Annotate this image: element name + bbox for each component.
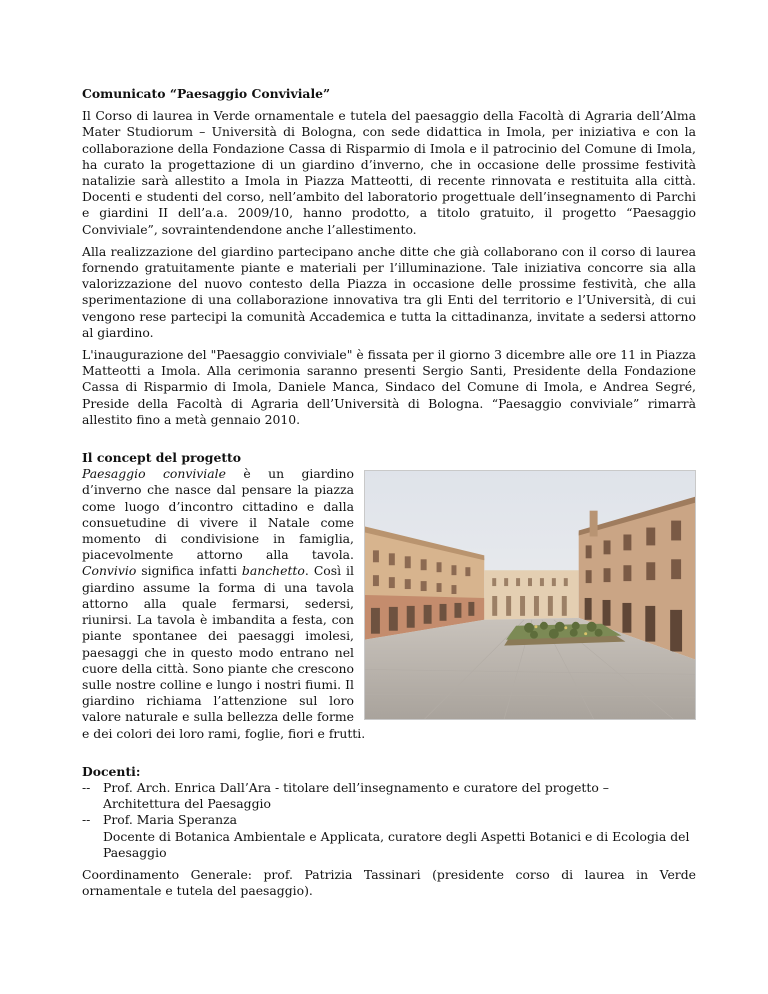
concept-heading: Il concept del progetto xyxy=(82,450,242,466)
docente-item xyxy=(82,812,696,861)
press-release-title: Comunicato “Paesaggio Conviviale” xyxy=(82,86,331,101)
concept-text-2: significa infatti xyxy=(136,563,242,579)
docente-role: Docente di Botanica Ambientale e Applicata, curatore degli Aspetti Botanici e di Ecologia del Paesaggio xyxy=(103,828,690,860)
paragraph-partners: Alla realizzazione del giardino partecipano anche ditte che già collaborano con il corso di laurea fornendo gratuitamente piante e materiali per l’illuminazione. Tale iniziativa concorre sia alla valorizzazione del nuovo contesto della Piazza in occasione delle prossime festività, che alla sperimentazione di una collaborazione innovativa tra gli Enti del territorio e l’Università, di cui vengono rese partecipi la comunità Accademica e tutta la cittadinanza, invitate a sedersi attorno al giardino. xyxy=(82,243,696,340)
docente-item xyxy=(82,780,696,812)
concept-italic-banchetto: banchetto xyxy=(241,563,305,579)
docente-line: Prof. Maria Speranza xyxy=(103,812,237,828)
docenti-section xyxy=(82,764,696,861)
tower xyxy=(590,511,598,537)
docenti-list xyxy=(82,780,696,861)
concept-italic-title: Paesaggio conviviale xyxy=(82,466,226,482)
concept-text-3: . Così il giardino assume la forma di una tavola attorno alla quale fermarsi, sedersi, riunirsi. La tavola è imbandita a festa, con piante spontanee dei paesaggi imolesi, paesaggi che in questo modo entrano nel cuore della città. Sono piante che crescono sulle nostre colline e lungo i nostri fiumi. Il giardino richiama l’attenzione sul loro valore naturale e sulla bellezza delle forme e dei colori dei loro rami, foglie, fiori e frutti. xyxy=(82,563,366,741)
document-body xyxy=(82,86,696,899)
list-dash: -- xyxy=(82,812,91,828)
docente-line: Prof. Arch. Enrica Dall’Ara - titolare dell’insegnamento e curatore del progetto – xyxy=(103,779,609,795)
docente-role: Architettura del Paesaggio xyxy=(103,796,271,812)
concept-italic-convivio: Convivio xyxy=(82,563,137,579)
concept-text-1: è un giardino d’inverno che nasce dal pensare la piazza come luogo d’incontro cittadino e dalla consuetudine di vivere il Natale come momento di condivisione in famiglia, piacevolmente attorno alla tavola. xyxy=(82,466,354,563)
concept-section xyxy=(82,450,696,742)
paragraph-intro: Il Corso di laurea in Verde ornamentale e tutela del paesaggio della Facoltà di Agraria dell’Alma Mater Studiorum – Università di Bologna, con sede didattica in Imola, per iniziativa e con la collaborazione della Fondazione Cassa di Risparmio di Imola e il patrocinio del Comune di Imola, ha curato la progettazione di un giardino d’inverno, che in occasione delle prossime festività natalizie sarà allestito a Imola in Piazza Matteotti, di recente rinnovata e restituita alla città. Docenti e studenti del corso, nell’ambito del laboratorio progettuale dell’insegnamento di Parchi e giardini II dell’a.a. 2009/10, hanno prodotto, a titolo gratuito, il progetto “Paesaggio Conviviale”, sovraintendendone anche l’allestimento. xyxy=(82,108,696,237)
paragraph-inauguration: L'inaugurazione del "Paesaggio conviviale" è fissata per il giorno 3 dicembre alle ore 11 in Piazza Matteotti a Imola. Alla cerimonia saranno presenti Sergio Santi, Presidente della Fondazione Cassa di Risparmio di Imola, Daniele Manca, Sindaco del Comune di Imola, e Andrea Segré, Preside della Facoltà di Agraria dell’Università di Bologna. “Paesaggio conviviale” rimarrà allestito fino a metà gennaio 2010. xyxy=(82,347,696,427)
piazza-illustration xyxy=(365,471,695,719)
piazza-render-image xyxy=(364,470,696,720)
list-dash: -- xyxy=(82,779,91,795)
docenti-heading: Docenti: xyxy=(82,763,141,779)
coordination-paragraph: Coordinamento Generale: prof. Patrizia Tassinari (presidente corso di laurea in Verde ornamentale e tutela del paesaggio). xyxy=(82,866,696,899)
